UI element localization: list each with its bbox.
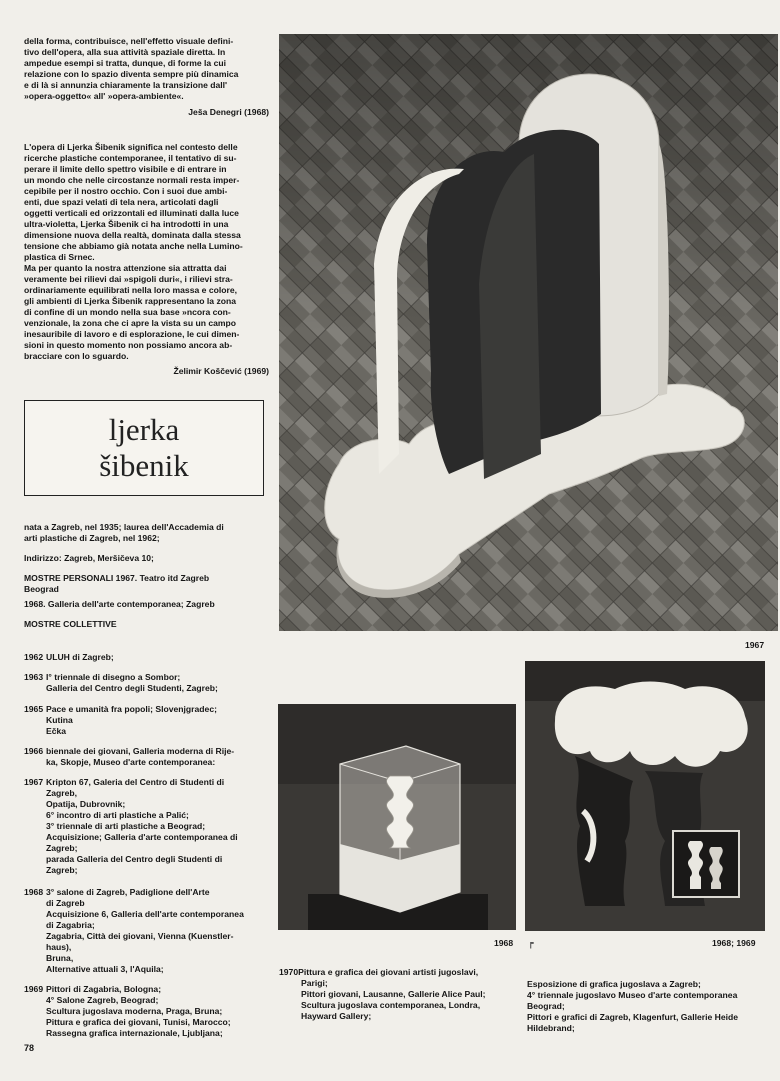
exhibition-text: Scultura jugoslava moderna, Praga, Bruna; xyxy=(46,1006,223,1016)
exhibition-text: Acquisizione; Galleria d'arte contemporanea di xyxy=(46,832,238,842)
exhibition-text: Pace e umanità fra popoli; Slovenjgradec; xyxy=(46,704,217,714)
bio-personal: MOSTRE PERSONALI 1967. Teatro itd Zagreb xyxy=(24,573,210,583)
exhibition-entry xyxy=(24,704,274,737)
exhibition-text: Scultura jugoslava contemporanea, Londra, xyxy=(301,1000,481,1010)
quote-koscevic xyxy=(24,142,269,377)
exhibition-text: 4° Salone Zagreb, Beograd; xyxy=(46,995,159,1005)
cube-sculpture-image xyxy=(278,704,516,930)
text-line: Hildebrand; xyxy=(527,1023,575,1033)
text-line: un mondo che nelle circostanze normali resta imper- xyxy=(24,175,240,185)
exhibition-text: Zagreb, xyxy=(46,788,78,798)
text-line: »opera-oggetto« all' »opera-ambiente«. xyxy=(24,91,184,101)
text-line: della forma, contribuisce, nell'effetto visuale defini- xyxy=(24,36,234,46)
exhibitions-1970-mid xyxy=(279,967,519,1022)
text-line: ultra-violetta, Ljerka Šibenik ci ha introdotti in una xyxy=(24,219,229,229)
text-line: dimensione nuova della realtà, dominata dalla stessa xyxy=(24,230,241,240)
artist-name-box xyxy=(24,400,264,496)
exhibition-first-line xyxy=(24,672,274,683)
text-line: tensione che abbiamo già notata anche nella Lumino- xyxy=(24,241,243,251)
text-line: e di là si annunzia chiaramente la transizione dall' xyxy=(24,80,228,90)
exhibition-year: 1963 xyxy=(24,672,44,682)
exhibition-entry xyxy=(24,652,274,663)
exhibition-text: haus), xyxy=(46,942,72,952)
exhibition-first-line xyxy=(24,777,274,788)
bio-address: Indirizzo: Zagreb, Meršičeva 10; xyxy=(24,553,154,563)
bio-personal: Beograd xyxy=(24,584,59,594)
exhibition-text: Zagreb; xyxy=(46,865,78,875)
biography xyxy=(24,522,269,630)
text-line: veramente bei rilievi dai »spigoli duri«, i rilievi stra- xyxy=(24,274,233,284)
text-line: Pittori e grafici di Zagreb, Klagenfurt, Gallerie Heide xyxy=(527,1012,739,1022)
exhibition-entry xyxy=(24,984,274,1039)
exhibition-text: Zagabria, Città dei giovani, Vienna (Kuenstler- xyxy=(46,931,234,941)
exhibition-text: Ečka xyxy=(46,726,67,736)
text-line: tivo dell'opera, alla sua attività spaziale diretta. In xyxy=(24,47,226,57)
text-line: di confine di un mondo nella sua base »ncora con- xyxy=(24,307,231,317)
exhibition-text: Zagreb; xyxy=(46,843,78,853)
text-line: oggetti verticali ed orizzontali ed illuminati dalla luce xyxy=(24,208,239,218)
exhibition-text: Pittori di Zagabria, Bologna; xyxy=(46,984,162,994)
caption-wave-year: 1968; 1969 xyxy=(712,938,756,948)
exhibition-text: Opatija, Dubrovnik; xyxy=(46,799,126,809)
exhibition-year: 1966 xyxy=(24,746,44,756)
exhibition-text: Parigi; xyxy=(301,978,328,988)
caption-wave-mark: ┍ xyxy=(528,938,535,948)
text-line: bracciare con lo sguardo. xyxy=(24,351,129,361)
text-line: Ma per quanto la nostra attenzione sia attratta dai xyxy=(24,263,227,273)
exhibition-text: ka, Skopje, Museo d'arte contemporanea: xyxy=(46,757,216,767)
quote-denegri xyxy=(24,36,269,118)
exhibition-text: Pittura e grafica dei giovani, Tunisi, Marocco; xyxy=(46,1017,231,1027)
page-number: 78 xyxy=(24,1043,35,1053)
exhibition-year: 1967 xyxy=(24,777,44,787)
exhibition-text: 6° incontro di arti plastiche a Palić; xyxy=(46,810,189,820)
artist-first-name: ljerka xyxy=(108,412,180,448)
exhibition-first-line xyxy=(24,887,274,898)
bio-born: arti plastiche di Zagreb, nel 1962; xyxy=(24,533,160,543)
text-line: perare il limite dello spettro visibile e di entrare in xyxy=(24,164,227,174)
exhibition-first-line xyxy=(24,704,274,715)
exhibition-text: I° triennale di disegno a Sombor; xyxy=(46,672,181,682)
text-line: sioni in questo momento non possiamo ancora ab- xyxy=(24,340,233,350)
exhibition-text: Pittura e grafica dei giovani artisti jugoslavi, xyxy=(298,967,479,977)
photo-main-sculpture xyxy=(279,34,778,631)
exhibition-text: 3° triennale di arti plastiche a Beograd; xyxy=(46,821,206,831)
exhibition-text: Galleria del Centro degli Studenti, Zagreb; xyxy=(46,683,218,693)
caption-main-year: 1967 xyxy=(745,640,765,650)
exhibition-year: 1969 xyxy=(24,984,44,994)
exhibition-entry xyxy=(24,672,274,694)
text-line: Esposizione di grafica jugoslava a Zagreb; xyxy=(527,979,701,989)
exhibition-text: parada Galleria del Centro degli Studenti di xyxy=(46,854,223,864)
text-line: venzionale, la zona che ci apre la vista su un campo xyxy=(24,318,237,328)
text-line: relazione con lo spazio diventa sempre più dinamica xyxy=(24,69,239,79)
exhibition-text: di Zagabria; xyxy=(46,920,95,930)
text-line: cepibile per il nostro occhio. Con i suoi due ambi- xyxy=(24,186,228,196)
exhibitions-left xyxy=(24,643,274,1039)
exhibitions-1970-right xyxy=(527,979,772,1034)
exhibition-year: 1965 xyxy=(24,704,44,714)
bio-born: nata a Zagreb, nel 1935; laurea dell'Accademia di xyxy=(24,522,224,532)
photo-wave-sculpture xyxy=(525,661,765,931)
exhibition-entry xyxy=(24,887,274,975)
exhibition-first-line xyxy=(24,984,274,995)
exhibition-year: 1962 xyxy=(24,652,44,662)
exhibition-year: 1970 xyxy=(279,967,299,977)
text-line: gli ambienti di Ljerka Šibenik rappresentano la zona xyxy=(24,296,237,306)
exhibition-text: Kripton 67, Galeria del Centro di Studenti di xyxy=(46,777,225,787)
exhibition-first-line xyxy=(24,746,274,757)
text-line: L'opera di Ljerka Šibenik significa nel contesto delle xyxy=(24,142,238,152)
exhibition-entry xyxy=(24,777,274,876)
text-line: ampedue esempi si tratta, dunque, di forme la cui xyxy=(24,58,226,68)
exhibition-text: Rassegna grafica internazionale, Ljubljana; xyxy=(46,1028,223,1038)
text-line: enti, due spazi velati di tela nera, articolati dagli xyxy=(24,197,219,207)
main-sculpture-image xyxy=(279,34,778,631)
exhibition-text: Pittori giovani, Lausanne, Gallerie Alice Paul; xyxy=(301,989,486,999)
text-line: inesauribile di lavoro e di esplorazione, le cui dimen- xyxy=(24,329,240,339)
exhibition-text: ULUH di Zagreb; xyxy=(46,652,114,662)
exhibition-text: Bruna, xyxy=(46,953,74,963)
bio-collective-heading: MOSTRE COLLETTIVE xyxy=(24,619,117,629)
exhibition-text: di Zagreb xyxy=(46,898,85,908)
quote-author: Ješa Denegri (1968) xyxy=(188,107,269,117)
caption-cube-year: 1968 xyxy=(494,938,514,948)
text-line: Beograd; xyxy=(527,1001,565,1011)
quote-body xyxy=(24,142,269,362)
text-line: plastica di Srnec. xyxy=(24,252,95,262)
exhibition-first-line xyxy=(24,652,274,663)
quote-author: Želimir Koščević (1969) xyxy=(173,366,269,376)
photo-cube-sculpture xyxy=(278,704,516,930)
text-line: ordinariamente equilibrati nella loro massa e colore, xyxy=(24,285,238,295)
exhibition-text: Acquisizione 6, Galleria dell'arte contemporanea xyxy=(46,909,244,919)
wave-sculpture-image xyxy=(525,661,765,931)
quote-body xyxy=(24,36,269,102)
text-line: ricerche plastiche contemporanee, il tentativo di su- xyxy=(24,153,237,163)
exhibition-text: Alternative attuali 3, l'Aquila; xyxy=(46,964,164,974)
exhibition-text: biennale dei giovani, Galleria moderna di Rije- xyxy=(46,746,235,756)
exhibition-text: 3° salone di Zagreb, Padiglione dell'Arte xyxy=(46,887,210,897)
exhibition-year: 1968 xyxy=(24,887,44,897)
exhibition-entry xyxy=(24,746,274,768)
text-line: 4° triennale jugoslavo Museo d'arte contemporanea xyxy=(527,990,738,1000)
exhibition-text: Hayward Gallery; xyxy=(301,1011,372,1021)
exhibition-text: Kutina xyxy=(46,715,73,725)
exhibition-first-line xyxy=(279,967,519,978)
artist-last-name: šibenik xyxy=(99,448,189,483)
bio-personal: 1968. Galleria dell'arte contemporanea; Zagreb xyxy=(24,599,215,609)
